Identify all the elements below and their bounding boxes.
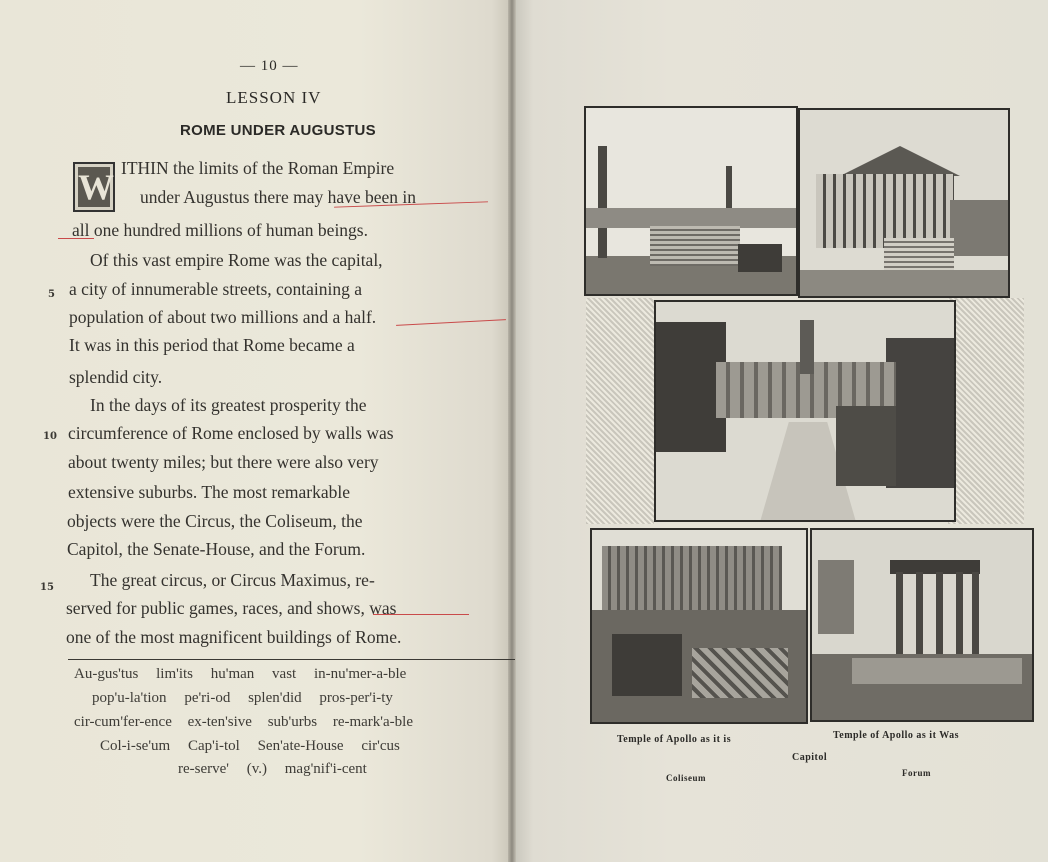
text-line: splendid city. [69,367,163,387]
caption-temple-as-was: Temple of Apollo as it Was [833,730,960,741]
text-line: circumference of Rome enclosed by walls was [68,423,394,443]
lesson-heading: LESSON IV [226,88,322,107]
text-line: The great circus, or Circus Maximus, re- [90,570,375,590]
pronunciation-row: cir-cum'fer-ence ex-ten'sive sub'urbs re-mark'a-ble [74,714,413,730]
plate-hatching [948,298,1024,524]
photo-temple-ruins [584,106,798,296]
text-line: served for public games, races, and shows, was [66,598,397,618]
text-line: a city of innumerable streets, containing a [69,279,363,299]
lesson-title: ROME UNDER AUGUSTUS [180,122,376,139]
line-number: 15 [40,582,54,593]
page-number: — 10 — [240,58,299,74]
text-line: population of about two millions and a half. [69,307,377,327]
plate-hatching [586,298,654,524]
text-line: extensive suburbs. The most remarkable [68,482,351,502]
pronunciation-row: Col-i-se'um Cap'i-tol Sen'ate-House cir'cus [100,738,400,754]
divider [68,659,515,660]
text-line: In the days of its greatest prosperity the [90,395,367,415]
book-gutter [508,0,516,862]
text-line: Capitol, the Senate-House, and the Forum. [67,539,366,559]
text-line: It was in this period that Rome became a [69,335,355,355]
drop-cap-letter: W [78,167,114,207]
photo-temple-reconstruction [798,108,1010,298]
text-line: objects were the Circus, the Coliseum, the [67,511,363,531]
pronunciation-row: re-serve' (v.) mag'nif'i-cent [178,761,367,777]
drop-cap [73,162,115,212]
ink-underline [58,238,94,239]
ink-underline [373,614,469,615]
caption-capitol: Capitol [792,752,828,763]
photo-coliseum [590,528,808,724]
text-line: one of the most magnificent buildings of Rome. [66,627,402,647]
caption-temple-as-is: Temple of Apollo as it is [617,734,732,745]
photo-forum [810,528,1034,722]
pronunciation-row: pop'u-la'tion pe'ri-od splen'did pros-per'i-ty [92,690,393,706]
line-number: 10 [43,431,57,442]
text-line: about twenty miles; but there were also very [68,452,379,472]
text-line: ITHIN the limits of the Roman Empire [121,158,395,178]
pronunciation-row: Au-gus'tus lim'its hu'man vast in-nu'mer-a-ble [74,666,407,682]
text-line: all one hundred millions of human beings. [72,220,368,240]
line-number: 5 [48,289,55,300]
caption-forum: Forum [902,768,931,778]
photo-capitol [654,300,956,522]
caption-coliseum: Coliseum [666,773,706,783]
text-line: Of this vast empire Rome was the capital, [90,250,383,270]
text-line: under Augustus there may have been in [140,187,417,207]
